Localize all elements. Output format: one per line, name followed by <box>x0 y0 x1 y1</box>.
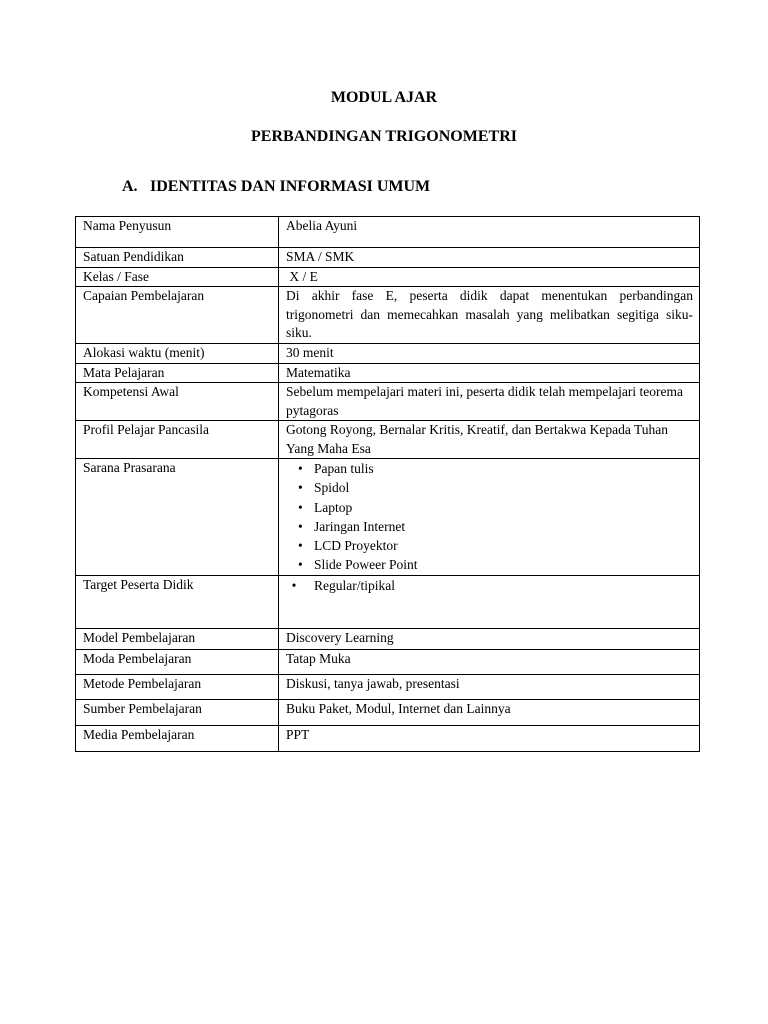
table-row <box>76 576 700 629</box>
section-title: IDENTITAS DAN INFORMASI UMUM <box>150 178 431 195</box>
row-value: Diskusi, tanya jawab, presentasi <box>279 675 700 700</box>
list-item: • Slide Poweer Point <box>314 555 693 574</box>
list-item: • Regular/tipikal <box>286 577 693 596</box>
table-row <box>76 287 700 344</box>
row-label: Kelas / Fase <box>76 267 279 287</box>
table-row <box>76 650 700 675</box>
row-label: Satuan Pendidikan <box>76 248 279 268</box>
list-item: • LCD Proyektor <box>314 536 693 555</box>
row-value: Tatap Muka <box>279 650 700 675</box>
list-item: • Jaringan Internet <box>314 517 693 536</box>
list-item: • Papan tulis <box>314 459 693 478</box>
row-label: Mata Pelajaran <box>76 363 279 383</box>
bullet-icon: • <box>291 578 297 593</box>
table-row <box>76 383 700 421</box>
row-value: SMA / SMK <box>279 248 700 268</box>
table-row <box>76 675 700 700</box>
table-row <box>76 248 700 268</box>
document-subtitle: PERBANDINGAN TRIGONOMETRI <box>251 128 517 145</box>
table-row <box>76 217 700 248</box>
document-title: MODUL AJAR <box>330 89 438 106</box>
row-label: Sarana Prasarana <box>76 459 279 576</box>
table-row <box>76 344 700 364</box>
info-table <box>75 216 700 752</box>
row-label: Capaian Pembelajaran <box>76 287 279 344</box>
row-value: Matematika <box>279 363 700 383</box>
row-value: Sebelum mempelajari materi ini, peserta didik telah mempelajari teorema pytagoras <box>279 383 700 421</box>
table-row <box>76 363 700 383</box>
row-value: Abelia Ayuni <box>279 217 700 248</box>
row-value <box>279 459 700 576</box>
row-label: Sumber Pembelajaran <box>76 700 279 726</box>
table-row <box>76 267 700 287</box>
table-row <box>76 459 700 576</box>
section-heading <box>122 177 430 197</box>
list-item: • Laptop <box>314 498 693 517</box>
row-value: X / E <box>279 267 700 287</box>
list-item: • Spidol <box>314 478 693 497</box>
table-row <box>76 726 700 752</box>
row-value: PPT <box>279 726 700 752</box>
row-label: Kompetensi Awal <box>76 383 279 421</box>
row-value: Buku Paket, Modul, Internet dan Lainnya <box>279 700 700 726</box>
row-label: Nama Penyusun <box>76 217 279 248</box>
table-row <box>76 629 700 650</box>
row-label: Alokasi waktu (menit) <box>76 344 279 364</box>
row-value: Discovery Learning <box>279 629 700 650</box>
row-label: Media Pembelajaran <box>76 726 279 752</box>
section-number: A. <box>122 178 138 195</box>
bullet-list <box>286 459 693 575</box>
row-label: Target Peserta Didik <box>76 576 279 629</box>
table-row <box>76 700 700 726</box>
row-value: Di akhir fase E, peserta didik dapat menentukan perbandingan trigonometri dan memecahkan masalah yang melibatkan segitiga siku-siku. <box>279 287 700 344</box>
row-label: Moda Pembelajaran <box>76 650 279 675</box>
row-label: Metode Pembelajaran <box>76 675 279 700</box>
row-value: 30 menit <box>279 344 700 364</box>
row-label: Model Pembelajaran <box>76 629 279 650</box>
row-value <box>279 576 700 629</box>
table-row <box>76 421 700 459</box>
row-label: Profil Pelajar Pancasila <box>76 421 279 459</box>
row-value: Gotong Royong, Bernalar Kritis, Kreatif, dan Bertakwa Kepada Tuhan Yang Maha Esa <box>279 421 700 459</box>
